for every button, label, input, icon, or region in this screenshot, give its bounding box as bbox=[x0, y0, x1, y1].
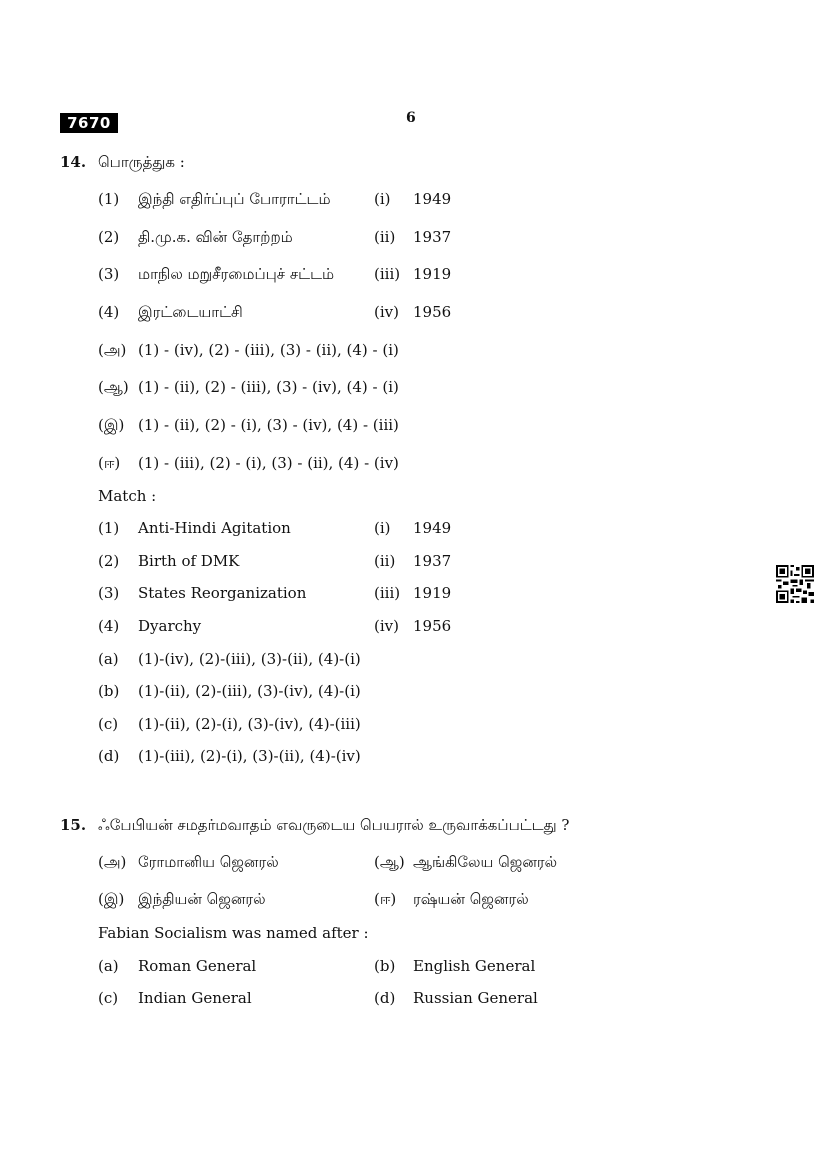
q14-ta-option-text: (1) - (iii), (2) - (i), (3) - (ii), (4) - (iv) bbox=[138, 454, 399, 472]
q14-ta-item-num: (4) bbox=[98, 303, 120, 321]
q15-ta-option-label: (ஈ) bbox=[374, 890, 397, 908]
q14-ta-item-num: (1) bbox=[98, 190, 120, 208]
paper-code: 7670 bbox=[60, 113, 118, 133]
q15-en-option-text: Roman General bbox=[138, 957, 257, 975]
q14-en-option-label: (b) bbox=[98, 682, 120, 700]
q14-en-item-year: 1956 bbox=[413, 617, 452, 635]
q14-en-item-text: Anti-Hindi Agitation bbox=[138, 519, 291, 537]
question-14-number: 14. bbox=[60, 153, 87, 171]
q14-ta-item-roman: (iv) bbox=[374, 303, 399, 321]
q14-en-option-label: (d) bbox=[98, 747, 120, 765]
q14-en-item-roman: (ii) bbox=[374, 552, 396, 570]
q14-en-item-roman: (i) bbox=[374, 519, 391, 537]
qr-code-icon bbox=[776, 565, 814, 603]
q14-en-option-text: (1)-(iii), (2)-(i), (3)-(ii), (4)-(iv) bbox=[138, 747, 361, 765]
question-14-english-prompt: Match : bbox=[98, 487, 157, 505]
q14-ta-item-text: இந்தி எதிர்ப்புப் போராட்டம் bbox=[138, 190, 331, 208]
q14-en-option-text: (1)-(ii), (2)-(iii), (3)-(iv), (4)-(i) bbox=[138, 682, 361, 700]
q15-en-option-label: (b) bbox=[374, 957, 396, 975]
q14-ta-item-text: இரட்டையாட்சி bbox=[138, 303, 243, 321]
q15-en-option-text: Russian General bbox=[413, 989, 538, 1007]
q15-ta-option-label: (அ) bbox=[98, 853, 127, 871]
q14-ta-option-text: (1) - (ii), (2) - (i), (3) - (iv), (4) - (iii) bbox=[138, 416, 399, 434]
q15-ta-option-label: (இ) bbox=[98, 890, 125, 908]
q14-ta-item-year: 1919 bbox=[413, 265, 452, 283]
q14-en-item-roman: (iv) bbox=[374, 617, 399, 635]
q14-en-item-roman: (iii) bbox=[374, 584, 401, 602]
q14-en-item-text: Dyarchy bbox=[138, 617, 202, 635]
q15-ta-option-label: (ஆ) bbox=[374, 853, 405, 871]
q14-ta-item-roman: (iii) bbox=[374, 265, 401, 283]
q14-en-item-num: (4) bbox=[98, 617, 120, 635]
q15-ta-option-text: இந்தியன் ஜெனரல் bbox=[138, 890, 266, 908]
q15-en-option-label: (a) bbox=[98, 957, 119, 975]
q14-en-item-text: Birth of DMK bbox=[138, 552, 240, 570]
q15-en-option-label: (d) bbox=[374, 989, 396, 1007]
q15-ta-option-text: ஆங்கிலேய ஜெனரல் bbox=[413, 853, 558, 871]
q14-en-item-num: (1) bbox=[98, 519, 120, 537]
q14-ta-item-year: 1949 bbox=[413, 190, 452, 208]
q14-ta-item-year: 1956 bbox=[413, 303, 452, 321]
page-number: 6 bbox=[406, 110, 416, 126]
q14-ta-option-label: (ஆ) bbox=[98, 378, 129, 396]
q14-ta-option-label: (அ) bbox=[98, 341, 127, 359]
q14-ta-item-text: தி.மு.க. வின் தோற்றம் bbox=[138, 228, 293, 246]
q15-en-option-text: English General bbox=[413, 957, 536, 975]
q14-en-option-label: (c) bbox=[98, 715, 119, 733]
question-15-tamil-prompt: ஃபேபியன் சமதர்மவாதம் எவருடைய பெயரால் உருவாக்கப்பட்டது ? bbox=[98, 816, 570, 834]
q14-ta-option-text: (1) - (ii), (2) - (iii), (3) - (iv), (4) - (i) bbox=[138, 378, 399, 396]
q15-ta-option-text: ரஷ்யன் ஜெனரல் bbox=[413, 890, 529, 908]
q14-ta-item-year: 1937 bbox=[413, 228, 452, 246]
q14-en-item-year: 1937 bbox=[413, 552, 452, 570]
question-15-english-prompt: Fabian Socialism was named after : bbox=[98, 924, 369, 942]
q15-ta-option-text: ரோமானிய ஜெனரல் bbox=[138, 853, 279, 871]
q14-en-item-year: 1949 bbox=[413, 519, 452, 537]
q14-ta-option-text: (1) - (iv), (2) - (iii), (3) - (ii), (4) - (i) bbox=[138, 341, 399, 359]
q14-en-option-text: (1)-(ii), (2)-(i), (3)-(iv), (4)-(iii) bbox=[138, 715, 361, 733]
q14-ta-item-num: (3) bbox=[98, 265, 120, 283]
q15-en-option-text: Indian General bbox=[138, 989, 252, 1007]
q14-ta-item-text: மாநில மறுசீரமைப்புச் சட்டம் bbox=[138, 265, 335, 283]
q14-en-item-text: States Reorganization bbox=[138, 584, 307, 602]
q14-ta-item-roman: (ii) bbox=[374, 228, 396, 246]
q14-ta-item-num: (2) bbox=[98, 228, 120, 246]
q14-ta-option-label: (ஈ) bbox=[98, 454, 121, 472]
q14-en-option-label: (a) bbox=[98, 650, 119, 668]
q14-ta-item-roman: (i) bbox=[374, 190, 391, 208]
q14-en-item-year: 1919 bbox=[413, 584, 452, 602]
q15-en-option-label: (c) bbox=[98, 989, 119, 1007]
q14-en-option-text: (1)-(iv), (2)-(iii), (3)-(ii), (4)-(i) bbox=[138, 650, 361, 668]
question-15-number: 15. bbox=[60, 816, 87, 834]
q14-en-item-num: (2) bbox=[98, 552, 120, 570]
question-14-tamil-prompt: பொருத்துக : bbox=[98, 153, 185, 171]
q14-en-item-num: (3) bbox=[98, 584, 120, 602]
q14-ta-option-label: (இ) bbox=[98, 416, 125, 434]
